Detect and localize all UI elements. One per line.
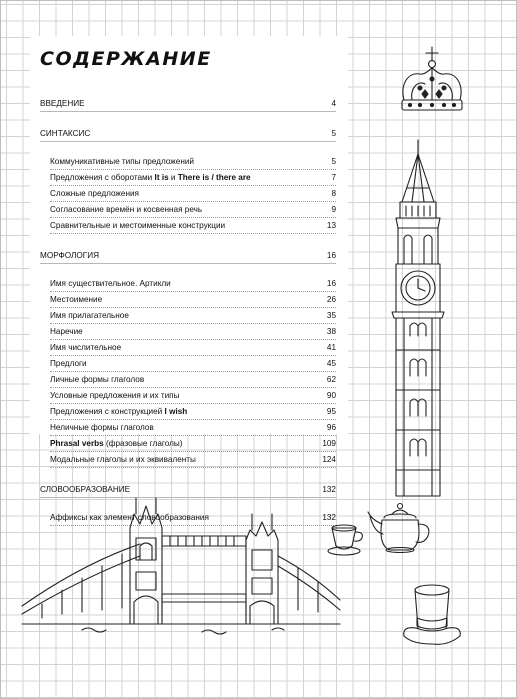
toc-item-label bbox=[50, 308, 323, 323]
toc-item[interactable] bbox=[50, 154, 336, 170]
toc-page-number: 95 bbox=[326, 407, 336, 416]
toc-item-text: Имя существительное. Артикли bbox=[50, 279, 171, 288]
toc-item-term: Phrasal verbs bbox=[50, 439, 104, 448]
toc-item[interactable] bbox=[50, 218, 336, 234]
section-gap bbox=[40, 264, 336, 276]
toc-item-text: Сложные предложения bbox=[50, 189, 139, 198]
toc-item-term: It is bbox=[154, 173, 169, 182]
toc-page-number: 8 bbox=[331, 189, 336, 198]
toc-item-label bbox=[50, 452, 318, 467]
toc-item[interactable] bbox=[50, 388, 336, 404]
toc-item-text: Предложения с конструкцией bbox=[50, 407, 165, 416]
section-gap bbox=[40, 468, 336, 482]
toc-item-text: Личные формы глаголов bbox=[50, 375, 145, 384]
toc-section-label: СИНТАКСИС bbox=[40, 129, 91, 138]
toc-item-text: Предложения с оборотами bbox=[50, 173, 155, 182]
toc-page-number: 7 bbox=[331, 173, 336, 182]
toc-item-text: и bbox=[168, 173, 178, 182]
big-ben-illustration bbox=[380, 140, 456, 496]
toc-item-text: Местоимение bbox=[50, 295, 103, 304]
toc-item-label bbox=[50, 436, 318, 451]
toc-item-text: Коммуникативные типы предложений bbox=[50, 157, 194, 166]
toc-item[interactable] bbox=[50, 372, 336, 388]
toc-item[interactable] bbox=[50, 404, 336, 420]
toc-item[interactable] bbox=[50, 202, 336, 218]
crown-illustration bbox=[392, 44, 472, 120]
toc-item-label bbox=[50, 202, 327, 217]
toc-item[interactable] bbox=[50, 452, 336, 468]
toc-page-number: 9 bbox=[331, 205, 336, 214]
toc-item-label bbox=[50, 388, 323, 403]
toc-page-number: 41 bbox=[326, 343, 336, 352]
toc-item-label bbox=[50, 186, 327, 201]
toc-item-text: Имя прилагательное bbox=[50, 311, 129, 320]
toc-page-number: 4 bbox=[331, 99, 336, 108]
toc-item-text: Модальные глаголы и их эквиваленты bbox=[50, 455, 196, 464]
toc-page-number: 13 bbox=[326, 221, 336, 230]
section-gap bbox=[40, 142, 336, 154]
toc-page-number: 26 bbox=[326, 295, 336, 304]
toc-item-label bbox=[50, 218, 323, 233]
toc-item[interactable] bbox=[50, 436, 336, 452]
toc-page-number: 90 bbox=[326, 391, 336, 400]
toc-item[interactable] bbox=[50, 340, 336, 356]
toc-item[interactable] bbox=[50, 186, 336, 202]
toc-item-text: Сравнительные и местоименные конструкции bbox=[50, 221, 226, 230]
table-of-contents bbox=[40, 96, 336, 526]
toc-item[interactable] bbox=[50, 356, 336, 372]
toc-item-term: I wish bbox=[164, 407, 188, 416]
toc-page-number: 62 bbox=[326, 375, 336, 384]
toc-item-label bbox=[50, 420, 323, 435]
toc-item[interactable] bbox=[50, 324, 336, 340]
toc-item-text: Имя числительное bbox=[50, 343, 122, 352]
toc-item-label bbox=[50, 356, 323, 371]
toc-section-label: ВВЕДЕНИЕ bbox=[40, 99, 85, 108]
top-hat-illustration bbox=[398, 582, 466, 652]
teapot-illustration bbox=[366, 500, 436, 556]
toc-section[interactable] bbox=[40, 248, 336, 264]
toc-page-number: 124 bbox=[322, 455, 336, 464]
toc-item-term: There is / there are bbox=[177, 173, 251, 182]
toc-item-text: Согласование времён и косвенная речь bbox=[50, 205, 203, 214]
toc-item-text: Предлоги bbox=[50, 359, 87, 368]
toc-page-number: 5 bbox=[331, 129, 336, 138]
toc-page-number: 132 bbox=[322, 513, 336, 522]
section-gap bbox=[40, 112, 336, 126]
toc-section[interactable] bbox=[40, 126, 336, 142]
toc-item-text: Наречие bbox=[50, 327, 83, 336]
toc-item-text: (фразовые глаголы) bbox=[103, 439, 183, 448]
toc-item-label bbox=[50, 154, 327, 169]
toc-item-text: Аффиксы как элемент словообразования bbox=[50, 513, 209, 522]
section-gap bbox=[40, 234, 336, 248]
toc-item-label bbox=[50, 404, 323, 419]
toc-item[interactable] bbox=[50, 276, 336, 292]
toc-section-label: СЛОВООБРАЗОВАНИЕ bbox=[40, 485, 131, 494]
toc-page-number: 35 bbox=[326, 311, 336, 320]
toc-item-text: Условные предложения и их типы bbox=[50, 391, 180, 400]
tower-bridge-illustration bbox=[22, 494, 340, 640]
toc-page-number: 16 bbox=[326, 279, 336, 288]
toc-item[interactable] bbox=[50, 170, 336, 186]
toc-page-number: 38 bbox=[326, 327, 336, 336]
toc-page-number: 16 bbox=[326, 251, 336, 260]
toc-item-label bbox=[50, 324, 323, 339]
toc-item-label bbox=[50, 340, 323, 355]
toc-section-label: МОРФОЛОГИЯ bbox=[40, 251, 100, 260]
page-title: СОДЕРЖАНИЕ bbox=[40, 48, 212, 70]
toc-item-label bbox=[50, 276, 323, 291]
toc-item[interactable] bbox=[50, 292, 336, 308]
toc-page-number: 132 bbox=[322, 485, 336, 494]
toc-item-label bbox=[50, 372, 323, 387]
toc-item[interactable] bbox=[50, 308, 336, 324]
toc-item-text: Неличные формы глаголов bbox=[50, 423, 154, 432]
toc-page-number: 109 bbox=[322, 439, 336, 448]
toc-item-label bbox=[50, 170, 327, 185]
toc-item[interactable] bbox=[50, 420, 336, 436]
toc-page-number: 45 bbox=[326, 359, 336, 368]
toc-section[interactable] bbox=[40, 96, 336, 112]
toc-page-number: 96 bbox=[326, 423, 336, 432]
toc-page-number: 5 bbox=[331, 157, 336, 166]
toc-item-label bbox=[50, 292, 323, 307]
